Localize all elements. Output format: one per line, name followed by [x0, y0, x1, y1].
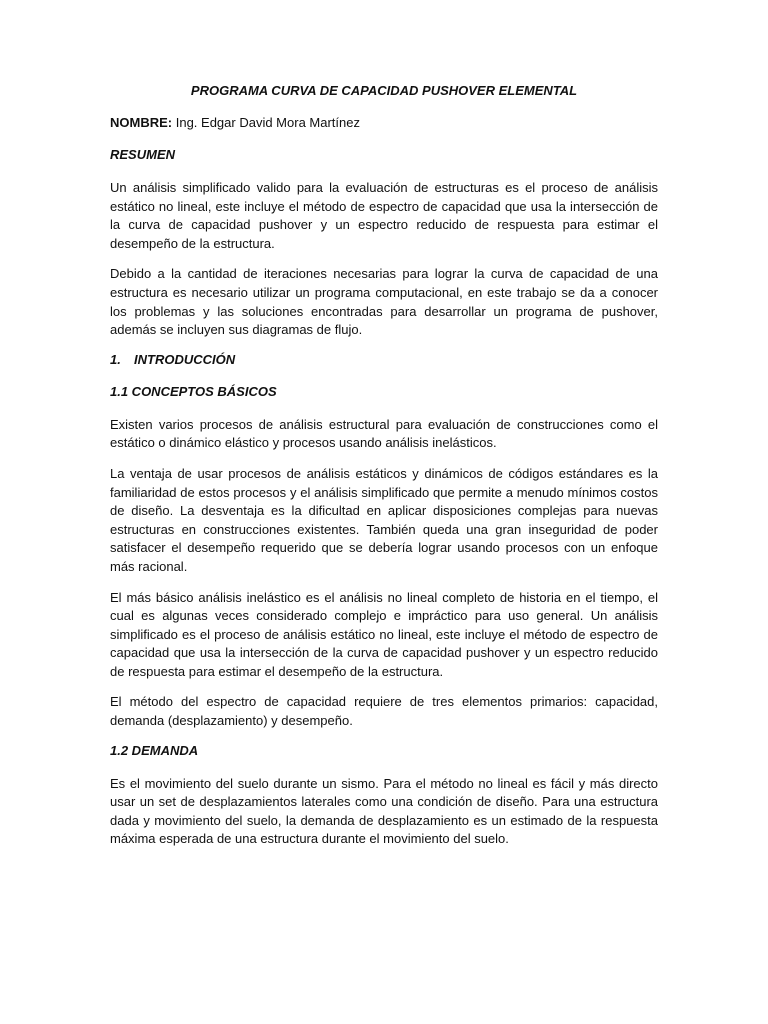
section-1-title: INTRODUCCIÓN	[134, 351, 236, 367]
section-1-1-paragraph: El más básico análisis inelástico es el análisis no lineal completo de historia en el tiempo, el cual es algunas veces considerado complejo e impráctico para uso general. Un análisis simplificado es el proceso de análisis estático no lineal, este incluye el método de espectro de capacidad que usa la intersección de la curva de capacidad pushover y un espectro reducido de respuesta para estimar el desempeño de la estructura.	[110, 589, 658, 679]
section-1-heading	[110, 352, 658, 367]
section-1-1-paragraph: El método del espectro de capacidad requiere de tres elementos primarios: capacidad, demanda (desplazamiento) y desempeño.	[110, 694, 658, 729]
section-1-number: 1.	[110, 351, 121, 367]
section-1-2-heading: 1.2 DEMANDA	[110, 742, 199, 758]
author-name: Ing. Edgar David Mora Martínez	[175, 115, 360, 130]
abstract-paragraph: Debido a la cantidad de iteraciones necesarias para lograr la curva de capacidad de una estructura es necesario utilizar un programa computacional, en este trabajo se da a conocer los problemas y las soluciones encontradas para desarrollar un programa de pushover, además se incluyen sus diagramas de flujo.	[110, 266, 658, 338]
section-1-1-heading: 1.1 CONCEPTOS BÁSICOS	[110, 383, 277, 399]
abstract-heading: RESUMEN	[110, 147, 176, 162]
section-1-1-paragraph: Existen varios procesos de análisis estructural para evaluación de construcciones como el estático o dinámico elástico y procesos usando análisis inelásticos.	[110, 416, 658, 451]
author-label: NOMBRE:	[110, 115, 173, 130]
section-1-1-paragraph: La ventaja de usar procesos de análisis estáticos y dinámicos de códigos estándares es la familiaridad de estos procesos y el análisis simplificado que permite a menudo mínimos costos de diseño. La desventaja es la dificultad en aplicar disposiciones complejas para nuevas estructuras en construcciones existentes. También queda una gran inseguridad de poder satisfacer el desempeño requerido que se debería lograr usando procesos con un enfoque más racional.	[110, 465, 658, 574]
document-title: PROGRAMA CURVA DE CAPACIDAD PUSHOVER ELEMENTAL	[190, 83, 578, 98]
abstract-paragraph: Un análisis simplificado valido para la evaluación de estructuras es el proceso de análisis estático no lineal, este incluye el método de espectro de capacidad que usa la intersección de la curva de capacidad pushover y un espectro reducido de respuesta para estimar el desempeño de la estructura.	[110, 180, 658, 251]
author-line	[110, 115, 658, 130]
section-1-2-paragraph: Es el movimiento del suelo durante un sismo. Para el método no lineal es fácil y más directo usar un set de desplazamientos laterales como una condición de diseño. Para una estructura dada y movimiento del suelo, la demanda de desplazamiento es un estimado de la respuesta máxima esperada de una estructura durante el movimiento del suelo.	[110, 775, 658, 847]
